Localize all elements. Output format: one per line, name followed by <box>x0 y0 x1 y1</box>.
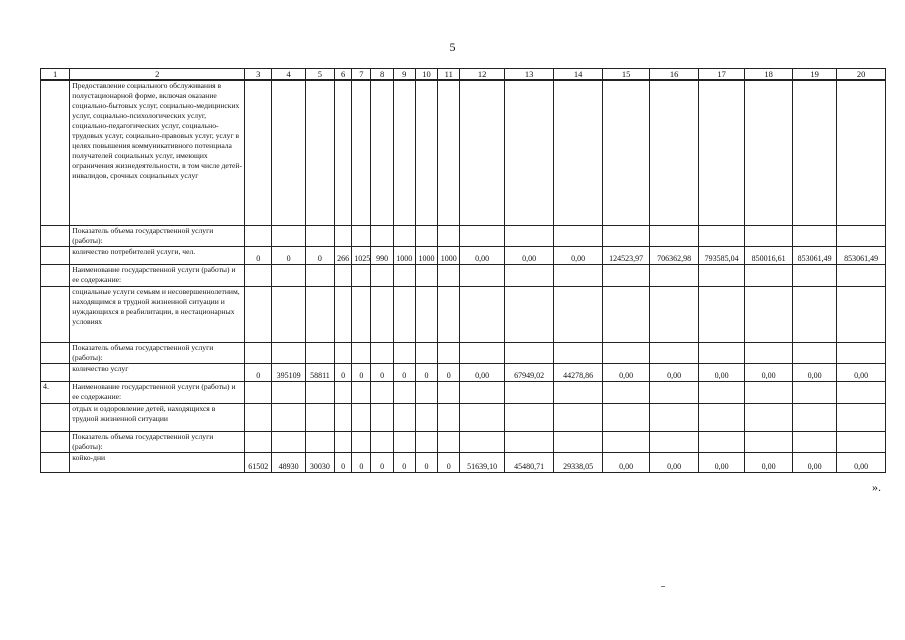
value-cell: 1000 <box>438 246 460 264</box>
value-cell <box>335 80 352 225</box>
value-cell <box>460 286 504 342</box>
column-header: 8 <box>371 69 393 81</box>
value-cell <box>554 381 603 403</box>
description-cell: Наименование государственной услуги (работы) и ее содержание: <box>70 264 245 286</box>
value-cell <box>272 225 305 246</box>
row-number-cell <box>41 431 70 452</box>
column-header: 9 <box>393 69 415 81</box>
value-cell: 124523,97 <box>602 246 650 264</box>
value-cell: 0,00 <box>745 452 793 472</box>
table-row <box>41 225 886 246</box>
column-header: 18 <box>745 69 793 81</box>
page-number: 5 <box>449 40 456 54</box>
value-cell <box>272 80 305 225</box>
value-cell <box>438 80 460 225</box>
value-cell: 1000 <box>415 246 437 264</box>
value-cell: 990 <box>371 246 393 264</box>
row-number-cell <box>41 286 70 342</box>
value-cell: 1025 <box>352 246 371 264</box>
value-cell: 0,00 <box>745 363 793 381</box>
value-cell <box>305 264 334 286</box>
row-number-cell <box>41 246 70 264</box>
value-cell <box>837 431 886 452</box>
row-number-cell <box>41 264 70 286</box>
value-cell <box>415 225 437 246</box>
value-cell <box>698 264 744 286</box>
table-row <box>41 403 886 431</box>
table-row <box>41 452 886 472</box>
value-cell <box>460 342 504 363</box>
description-cell: Предоставление социального обслуживания в полустационарной форме, включая оказание социально-бытовых услуг, социально-медицинских услуг, социально-психологических услуг, социально-педагогических услуг, социально-трудовых услуг, социально-правовых услуг, услуг в целях повышения коммуникативного потенциала получателей социальных услуг, имеющих ограничения жизнедеятельности, в том числе детей-инвалидов, срочных социальных услуг <box>70 80 245 225</box>
value-cell <box>698 286 744 342</box>
value-cell <box>438 264 460 286</box>
value-cell <box>554 431 603 452</box>
row-number-cell: 4. <box>41 381 70 403</box>
value-cell <box>504 264 554 286</box>
value-cell: 0,00 <box>792 363 836 381</box>
value-cell <box>745 342 793 363</box>
value-cell <box>504 225 554 246</box>
value-cell <box>438 403 460 431</box>
description-cell: количество услуг <box>70 363 245 381</box>
value-cell: 0 <box>272 246 305 264</box>
value-cell <box>650 80 699 225</box>
value-cell: 0,00 <box>837 363 886 381</box>
value-cell <box>352 403 371 431</box>
value-cell: 44278,86 <box>554 363 603 381</box>
value-cell <box>352 225 371 246</box>
column-number-row <box>41 69 886 81</box>
closing-quote-mark: ». <box>872 480 881 494</box>
value-cell <box>352 342 371 363</box>
column-header: 14 <box>554 69 603 81</box>
value-cell <box>460 80 504 225</box>
description-cell: социальные услуги семьям и несовершеннолетним, находящимся в трудной жизненной ситуации и нуждающихся в реабилитации, в нестационарных условиях <box>70 286 245 342</box>
value-cell: 0,00 <box>460 246 504 264</box>
column-header: 11 <box>438 69 460 81</box>
value-cell <box>554 264 603 286</box>
value-cell <box>792 264 836 286</box>
value-cell <box>393 286 415 342</box>
table-row <box>41 342 886 363</box>
value-cell: 29338,05 <box>554 452 603 472</box>
value-cell: 266 <box>335 246 352 264</box>
value-cell <box>245 80 272 225</box>
column-header: 10 <box>415 69 437 81</box>
column-header: 16 <box>650 69 699 81</box>
value-cell <box>460 381 504 403</box>
value-cell <box>371 381 393 403</box>
value-cell <box>602 381 650 403</box>
column-header: 3 <box>245 69 272 81</box>
value-cell <box>745 225 793 246</box>
value-cell <box>460 264 504 286</box>
row-number-cell <box>41 403 70 431</box>
value-cell: 0 <box>393 363 415 381</box>
value-cell: 45480,71 <box>504 452 554 472</box>
value-cell <box>438 431 460 452</box>
row-number-cell <box>41 342 70 363</box>
value-cell: 850016,61 <box>745 246 793 264</box>
value-cell <box>650 381 699 403</box>
value-cell: 0 <box>335 363 352 381</box>
row-number-cell <box>41 80 70 225</box>
value-cell <box>438 225 460 246</box>
description-cell: Показатель объема государственной услуги (работы): <box>70 225 245 246</box>
value-cell: 0 <box>305 246 334 264</box>
value-cell: 1000 <box>393 246 415 264</box>
value-cell <box>698 342 744 363</box>
value-cell <box>245 431 272 452</box>
value-cell <box>837 225 886 246</box>
table-row <box>41 431 886 452</box>
value-cell: 0,00 <box>554 246 603 264</box>
value-cell <box>745 431 793 452</box>
description-cell: Наименование государственной услуги (работы) и ее содержание: <box>70 381 245 403</box>
value-cell <box>460 225 504 246</box>
value-cell <box>335 403 352 431</box>
value-cell <box>554 342 603 363</box>
value-cell <box>650 431 699 452</box>
value-cell: 0 <box>352 452 371 472</box>
value-cell <box>272 342 305 363</box>
value-cell <box>792 403 836 431</box>
table-row <box>41 363 886 381</box>
value-cell: 0 <box>371 363 393 381</box>
value-cell: 48930 <box>272 452 305 472</box>
value-cell <box>554 225 603 246</box>
value-cell <box>650 286 699 342</box>
value-cell <box>792 381 836 403</box>
value-cell <box>698 381 744 403</box>
value-cell <box>335 264 352 286</box>
value-cell <box>554 80 603 225</box>
value-cell <box>305 403 334 431</box>
value-cell <box>245 286 272 342</box>
value-cell <box>602 431 650 452</box>
value-cell: 0 <box>335 452 352 472</box>
value-cell <box>792 431 836 452</box>
column-header: 17 <box>698 69 744 81</box>
column-header: 12 <box>460 69 504 81</box>
value-cell <box>393 381 415 403</box>
value-cell <box>837 342 886 363</box>
value-cell: 0,00 <box>792 452 836 472</box>
value-cell: 0 <box>393 452 415 472</box>
value-cell <box>438 286 460 342</box>
value-cell <box>272 264 305 286</box>
table-row <box>41 381 886 403</box>
value-cell: 0,00 <box>837 452 886 472</box>
value-cell: 395109 <box>272 363 305 381</box>
value-cell <box>745 381 793 403</box>
value-cell <box>460 431 504 452</box>
column-header: 6 <box>335 69 352 81</box>
value-cell <box>504 286 554 342</box>
value-cell <box>371 286 393 342</box>
value-cell <box>371 80 393 225</box>
value-cell: 0 <box>352 363 371 381</box>
value-cell: 61502 <box>245 452 272 472</box>
value-cell <box>837 403 886 431</box>
value-cell: 0,00 <box>650 363 699 381</box>
value-cell: 0,00 <box>504 246 554 264</box>
value-cell <box>352 80 371 225</box>
table-row <box>41 264 886 286</box>
column-header: 7 <box>352 69 371 81</box>
value-cell <box>305 431 334 452</box>
value-cell <box>504 342 554 363</box>
value-cell: 0,00 <box>698 452 744 472</box>
value-cell <box>554 403 603 431</box>
table-row <box>41 80 886 225</box>
value-cell: 67949,02 <box>504 363 554 381</box>
value-cell <box>335 431 352 452</box>
column-header: 13 <box>504 69 554 81</box>
column-header: 2 <box>70 69 245 81</box>
value-cell <box>305 225 334 246</box>
column-header: 15 <box>602 69 650 81</box>
description-cell: отдых и оздоровление детей, находящихся в трудной жизненной ситуации <box>70 403 245 431</box>
value-cell <box>504 381 554 403</box>
value-cell: 0 <box>438 452 460 472</box>
value-cell <box>371 264 393 286</box>
value-cell <box>460 403 504 431</box>
value-cell <box>837 264 886 286</box>
value-cell <box>554 286 603 342</box>
value-cell <box>438 342 460 363</box>
value-cell <box>792 342 836 363</box>
value-cell <box>837 286 886 342</box>
value-cell: 793585,04 <box>698 246 744 264</box>
budget-table <box>40 68 886 473</box>
value-cell <box>245 342 272 363</box>
value-cell <box>650 264 699 286</box>
value-cell <box>371 431 393 452</box>
value-cell <box>650 403 699 431</box>
value-cell <box>698 225 744 246</box>
value-cell <box>393 80 415 225</box>
value-cell <box>415 431 437 452</box>
value-cell <box>792 80 836 225</box>
value-cell <box>335 225 352 246</box>
value-cell <box>245 381 272 403</box>
value-cell <box>352 264 371 286</box>
value-cell <box>272 286 305 342</box>
value-cell: 853061,49 <box>837 246 886 264</box>
value-cell: 0 <box>245 246 272 264</box>
value-cell <box>415 264 437 286</box>
value-cell <box>335 342 352 363</box>
value-cell <box>272 381 305 403</box>
value-cell <box>438 381 460 403</box>
table-row <box>41 246 886 264</box>
value-cell: 853061,49 <box>792 246 836 264</box>
value-cell: 0,00 <box>460 363 504 381</box>
value-cell <box>745 264 793 286</box>
row-number-cell <box>41 363 70 381</box>
value-cell <box>504 80 554 225</box>
column-header: 19 <box>792 69 836 81</box>
value-cell <box>504 403 554 431</box>
value-cell: 30030 <box>305 452 334 472</box>
row-number-cell <box>41 452 70 472</box>
description-cell: койко-дни <box>70 452 245 472</box>
value-cell <box>837 80 886 225</box>
value-cell: 0,00 <box>602 363 650 381</box>
value-cell <box>272 431 305 452</box>
value-cell <box>245 264 272 286</box>
description-cell: Показатель объема государственной услуги (работы): <box>70 342 245 363</box>
value-cell <box>650 342 699 363</box>
value-cell <box>745 80 793 225</box>
value-cell: 0,00 <box>602 452 650 472</box>
value-cell <box>602 80 650 225</box>
value-cell <box>792 225 836 246</box>
value-cell <box>245 403 272 431</box>
value-cell <box>698 403 744 431</box>
value-cell: 51639,10 <box>460 452 504 472</box>
value-cell <box>602 264 650 286</box>
column-header: 5 <box>305 69 334 81</box>
value-cell <box>415 286 437 342</box>
value-cell <box>602 403 650 431</box>
value-cell <box>371 225 393 246</box>
value-cell <box>792 286 836 342</box>
value-cell <box>393 431 415 452</box>
value-cell <box>371 342 393 363</box>
scan-speck <box>661 586 665 587</box>
value-cell: 706362,98 <box>650 246 699 264</box>
value-cell <box>305 286 334 342</box>
value-cell: 0 <box>245 363 272 381</box>
table-row <box>41 286 886 342</box>
value-cell <box>352 431 371 452</box>
value-cell <box>352 381 371 403</box>
description-cell: Показатель объема государственной услуги (работы): <box>70 431 245 452</box>
value-cell <box>245 225 272 246</box>
value-cell <box>272 403 305 431</box>
column-header: 1 <box>41 69 70 81</box>
value-cell: 58811 <box>305 363 334 381</box>
value-cell <box>837 381 886 403</box>
value-cell <box>698 431 744 452</box>
value-cell: 0 <box>438 363 460 381</box>
value-cell <box>393 403 415 431</box>
value-cell <box>335 381 352 403</box>
value-cell <box>415 381 437 403</box>
value-cell <box>305 80 334 225</box>
value-cell <box>393 264 415 286</box>
value-cell <box>371 403 393 431</box>
value-cell: 0 <box>415 363 437 381</box>
value-cell <box>393 225 415 246</box>
column-header: 4 <box>272 69 305 81</box>
description-cell: количество потребителей услуги, чел. <box>70 246 245 264</box>
value-cell <box>602 342 650 363</box>
value-cell <box>415 403 437 431</box>
value-cell <box>415 80 437 225</box>
value-cell: 0 <box>415 452 437 472</box>
column-header: 20 <box>837 69 886 81</box>
value-cell <box>698 80 744 225</box>
value-cell <box>745 403 793 431</box>
value-cell <box>745 286 793 342</box>
row-number-cell <box>41 225 70 246</box>
value-cell <box>335 286 352 342</box>
value-cell <box>305 381 334 403</box>
value-cell <box>305 342 334 363</box>
value-cell <box>602 286 650 342</box>
value-cell <box>602 225 650 246</box>
value-cell: 0 <box>371 452 393 472</box>
value-cell: 0,00 <box>650 452 699 472</box>
value-cell <box>504 431 554 452</box>
value-cell <box>415 342 437 363</box>
value-cell <box>393 342 415 363</box>
value-cell <box>352 286 371 342</box>
value-cell <box>650 225 699 246</box>
value-cell: 0,00 <box>698 363 744 381</box>
